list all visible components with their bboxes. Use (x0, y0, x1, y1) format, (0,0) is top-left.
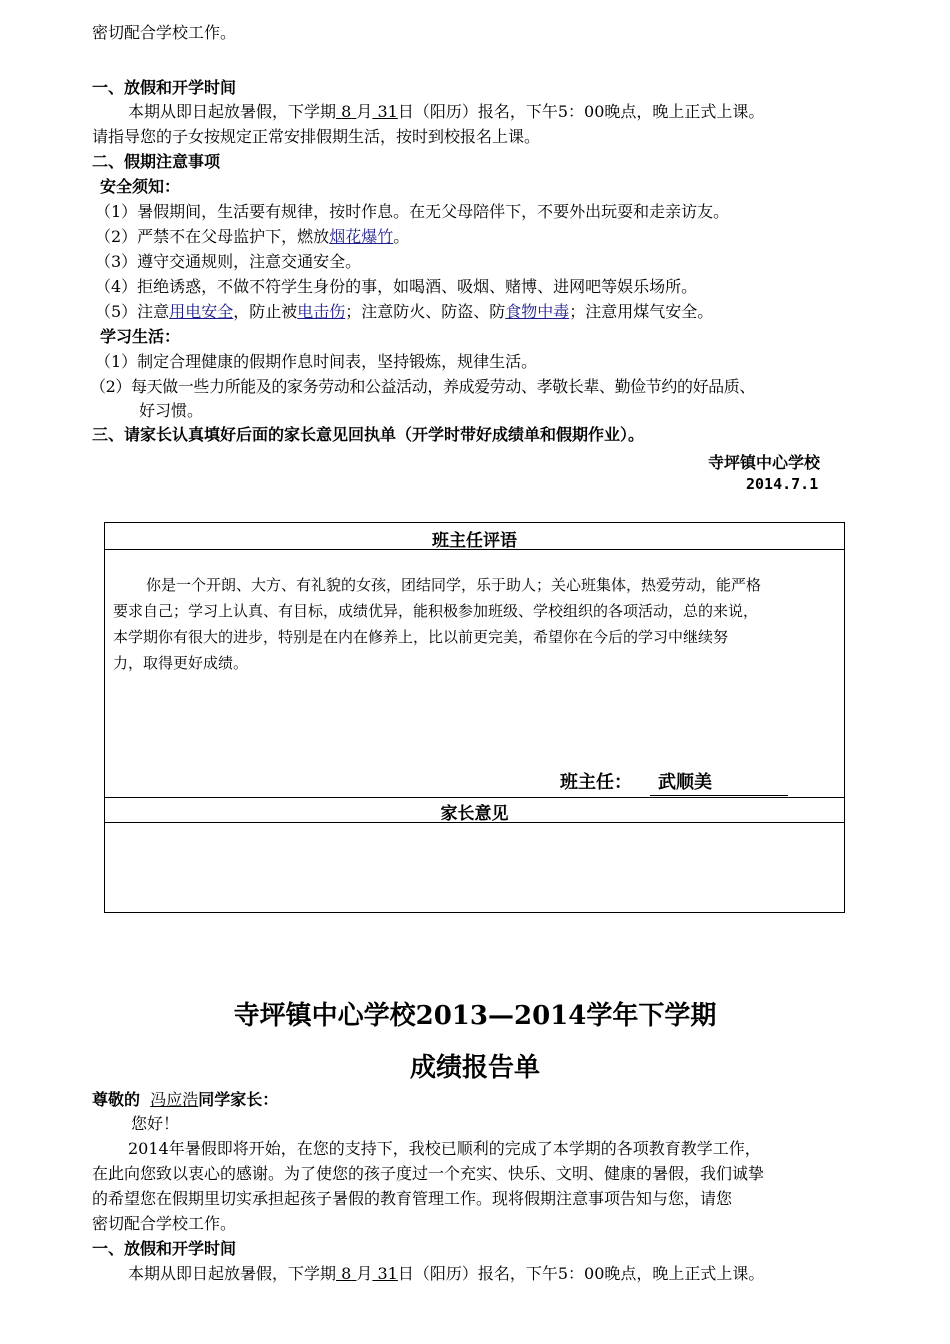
comment-line: 本学期你有很大的进步，特别是在内在修养上，比以前更完美，希望你在今后的学习中继续努 (113, 628, 729, 646)
text-span: 月 (356, 102, 373, 121)
list-item: （1）暑假期间，生活要有规律，按时作息。在无父母陪伴下，不要外出玩耍和走亲访友。 (95, 202, 730, 221)
student-name: 冯应浩 (150, 1090, 199, 1109)
date: 2014.7.1 (746, 475, 819, 493)
electric-safety-link[interactable]: 用电安全 (169, 302, 234, 321)
list-item: （2）每天做一些力所能及的家务劳动和公益活动，养成爱劳动、孝敬长辈、勤俭节约的好品质、 (90, 377, 755, 396)
subheading: 学习生活： (100, 327, 181, 346)
report-subtitle: 成绩报告单 (409, 1053, 540, 1083)
comment-line: 要求自己；学习上认真、有目标，成绩优异，能积极参加班级、学校组织的各项活动，总的来说， (113, 602, 759, 620)
parent-opinion-header: 家长意见 (440, 804, 509, 824)
section-heading: 一、放假和开学时间 (92, 78, 237, 97)
food-poisoning-link[interactable]: 食物中毒 (505, 302, 570, 321)
text-span: ；注意用煤气安全。 (569, 302, 714, 321)
list-item-continuation: 好习惯。 (139, 401, 204, 420)
text-span: 同学家长： (198, 1090, 279, 1109)
paragraph-line (128, 101, 764, 123)
text-span: 。 (393, 227, 410, 246)
list-item: （4）拒绝诱惑，不做不符学生身份的事，如喝酒、吸烟、赌博、进网吧等娱乐场所。 (95, 277, 698, 296)
list-item (95, 301, 713, 323)
parent-opinion-area[interactable] (105, 823, 844, 912)
text-span: ；注意防火、防盗、防 (345, 302, 506, 321)
month-value: 8 (341, 102, 352, 121)
text-span: 尊敬的 (92, 1090, 141, 1109)
text-span: ，防止被 (233, 302, 298, 321)
day-value: 31 (377, 102, 398, 121)
paragraph-line: 2014年暑假即将开始，在您的支持下，我校已顺利的完成了本学期的各项教育教学工作， (128, 1139, 761, 1158)
paragraph-line: 在此向您致以衷心的感谢。为了使您的孩子度过一个充实、快乐、文明、健康的暑假，我们诚挚 (92, 1164, 765, 1183)
text-span: 日（阳历）报名，下午5：00晚点，晚上正式上课。 (397, 1264, 765, 1283)
day-value: 31 (377, 1264, 398, 1283)
text-span: 本期从即日起放暑假，下学期 (128, 102, 337, 121)
paragraph-line (128, 1263, 764, 1285)
divider (105, 549, 844, 550)
text-span: 日（阳历）报名，下午5：00晚点，晚上正式上课。 (397, 102, 765, 121)
comment-line: 力，取得更好成绩。 (113, 654, 249, 672)
comment-line: 你是一个开朗、大方、有礼貌的女孩，团结同学，乐于助人；关心班集体，热爱劳动，能严格 (146, 576, 762, 594)
text-span: （5）注意 (95, 302, 170, 321)
list-item: （3）遵守交通规则，注意交通安全。 (95, 252, 362, 271)
teacher-name: 武顺美 (650, 772, 788, 796)
divider (105, 797, 844, 798)
list-item: （1）制定合理健康的假期作息时间表，坚持锻炼，规律生活。 (95, 352, 538, 371)
section-heading: 一、放假和开学时间 (92, 1239, 237, 1258)
text-span: （2）严禁不在父母监护下，燃放 (95, 227, 330, 246)
text-span: 本期从即日起放暑假，下学期 (128, 1264, 337, 1283)
section-heading: 二、假期注意事项 (92, 152, 221, 171)
school-name: 寺坪镇中心学校 (708, 453, 821, 472)
text-line: 密切配合学校工作。 (92, 23, 237, 42)
text-span: 月 (356, 1264, 373, 1283)
electric-shock-link[interactable]: 电击伤 (297, 302, 346, 321)
paragraph-line: 密切配合学校工作。 (92, 1214, 237, 1233)
teacher-comment-header: 班主任评语 (432, 531, 517, 551)
teacher-label: 班主任： (560, 772, 632, 793)
section-heading: 三、请家长认真填好后面的家长意见回执单（开学时带好成绩单和假期作业）。 (92, 425, 645, 444)
paragraph-line: 您好！ (131, 1114, 180, 1133)
greeting (92, 1089, 278, 1111)
report-title: 寺坪镇中心学校2013—2014学年下学期 (233, 1001, 717, 1031)
list-item (95, 226, 409, 248)
month-value: 8 (341, 1264, 352, 1283)
paragraph-line: 请指导您的子女按规定正常安排假期生活，按时到校报名上课。 (92, 127, 541, 146)
firecracker-link[interactable]: 烟花爆竹 (329, 227, 394, 246)
subheading: 安全须知： (100, 177, 181, 196)
paragraph-line: 的希望您在假期里切实承担起孩子暑假的教育管理工作。现将假期注意事项告知与您，请您 (92, 1189, 733, 1208)
